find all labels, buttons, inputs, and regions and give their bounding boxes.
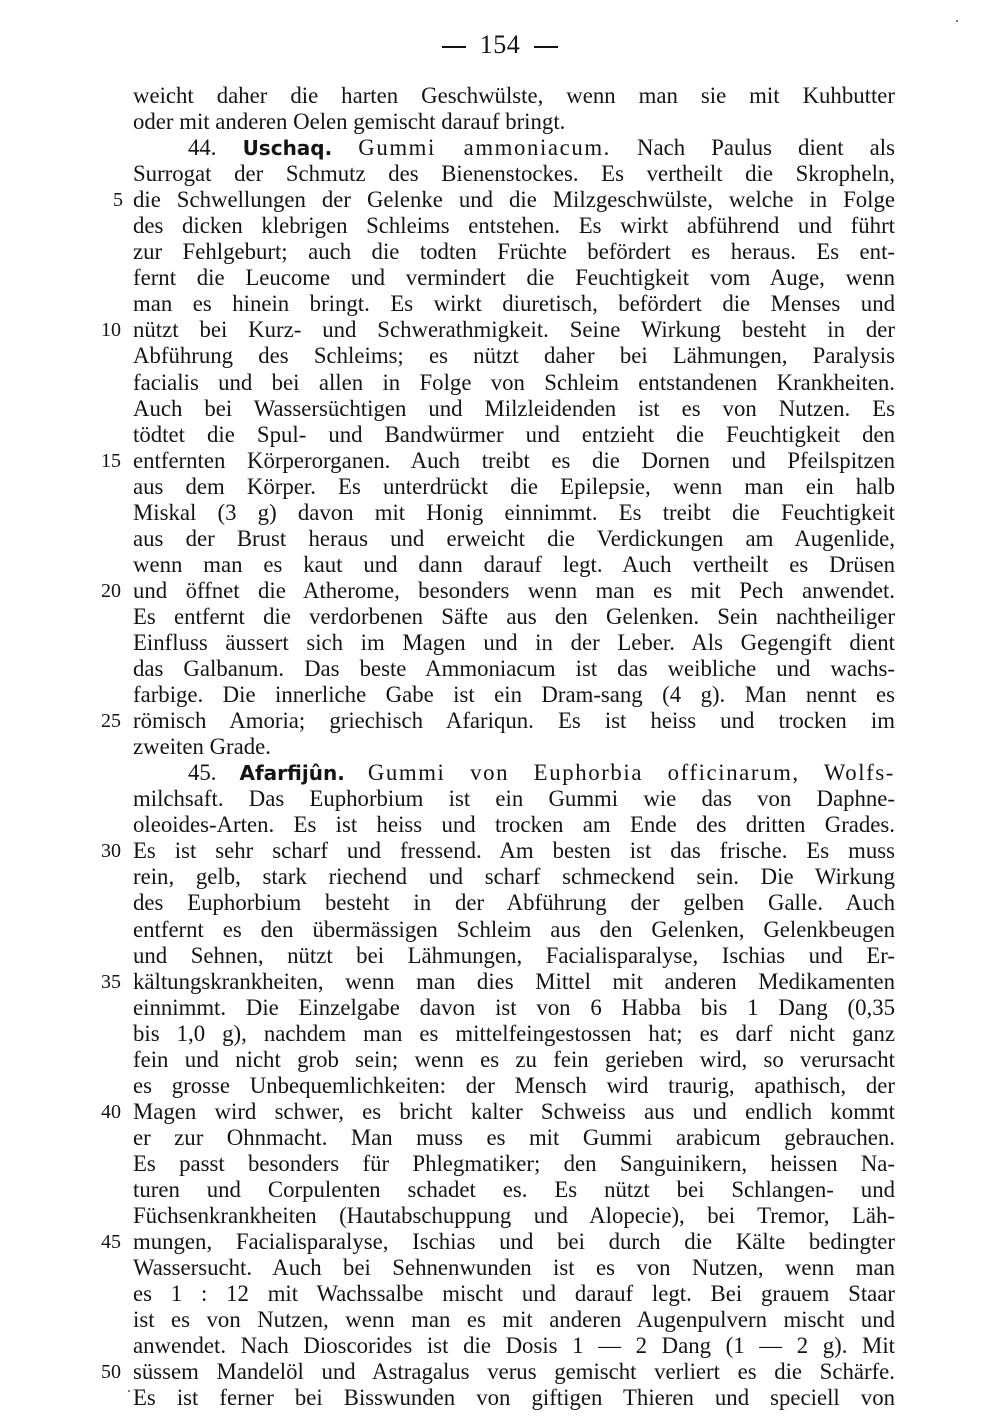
text-line	[133, 1073, 895, 1099]
text-line-content: es 1 : 12 mit Wachssalbe mischt und darauf legt. Bei grauem Staar	[133, 1281, 895, 1307]
text-line-content: und Sehnen, nützt bei Lähmungen, Facialisparalyse, Ischias und Er-	[133, 942, 895, 968]
text-line	[133, 500, 895, 526]
line-number: 10	[101, 319, 121, 342]
text-line-content: Es ist sehr scharf und fressend. Am besten ist das frische. Es muss	[133, 838, 895, 864]
text-line-content: süssem Mandelöl und Astragalus verus gemischt verliert es die Schärfe.	[133, 1359, 895, 1385]
text-line-content: fernt die Leucome und vermindert die Feuchtigkeit vom Auge, wenn	[133, 265, 895, 291]
text-line	[101, 838, 895, 864]
text-line	[133, 1385, 895, 1411]
text-line-content: römisch Amoria; griechisch Afariqun. Es ist heiss und trocken im	[133, 708, 895, 734]
text-line	[133, 83, 895, 109]
text-line	[133, 239, 895, 265]
text-line-content: oder mit anderen Oelen gemischt darauf bringt.	[133, 109, 566, 135]
text-line	[113, 187, 895, 213]
page-number-value: 154	[479, 30, 521, 59]
text-line-content: einnimmt. Die Einzelgabe davon ist von 6 Habba bis 1 Dang (0,35	[133, 994, 895, 1020]
entry-space	[332, 135, 358, 160]
entry-number: 45.	[188, 760, 240, 786]
text-line-content: zur Fehlgeburt; auch die todten Früchte befördert es heraus. Es ent-	[133, 239, 895, 265]
text-line-content: Surrogat der Schmutz des Bienenstockes. Es vertheilt die Skropheln,	[133, 161, 895, 187]
text-line	[133, 604, 895, 630]
line-number: 15	[101, 449, 121, 472]
entry-continuation: Nach Paulus dient als	[610, 135, 896, 161]
text-line-content: wenn man es kaut und dann darauf legt. Auch vertheilt es Drüsen	[133, 551, 895, 577]
text-line	[133, 474, 895, 500]
text-line-content: anwendet. Nach Dioscorides ist die Dosis 1 — 2 Dang (1 — 2 g). Mit	[133, 1333, 895, 1359]
entry-headword: Afarfijûn.	[239, 761, 345, 786]
text-line-content: das Galbanum. Das beste Ammoniacum ist das weibliche und wachs-	[133, 656, 895, 682]
scan-speck	[128, 1390, 130, 1392]
text-line	[133, 1307, 895, 1333]
text-line-content: es grosse Unbequemlichkeiten: der Mensch wird traurig, apathisch, der	[133, 1072, 895, 1098]
text-line	[133, 1177, 895, 1203]
text-line-content: ist es von Nutzen, wenn man es mit anderen Augenpulvern mischt und	[133, 1307, 895, 1333]
text-line	[133, 1203, 895, 1229]
text-line	[133, 213, 895, 239]
text-line	[133, 943, 895, 969]
text-line	[133, 396, 895, 422]
line-number: 25	[101, 710, 121, 733]
text-line-content	[133, 135, 895, 161]
text-line	[101, 1098, 895, 1125]
text-line	[133, 656, 895, 682]
text-line-content	[133, 760, 895, 786]
text-line	[133, 682, 895, 708]
text-line-content: Es passt besonders für Phlegmatiker; den Sanguinikern, heissen Na-	[133, 1150, 895, 1176]
text-line	[101, 968, 895, 995]
text-line-content: nützt bei Kurz- und Schwerathmigkeit. Seine Wirkung besteht in der	[133, 317, 895, 343]
text-line	[133, 1281, 895, 1307]
text-line-content: Es entfernt die verdorbenen Säfte aus den Gelenken. Sein nachtheiliger	[133, 603, 895, 629]
text-line	[133, 135, 895, 161]
text-line	[133, 370, 895, 396]
page-number-dash-right	[534, 46, 558, 48]
text-line-content: tödtet die Spul- und Bandwürmer und entzieht die Feuchtigkeit den	[133, 421, 895, 447]
line-number: 50	[101, 1361, 121, 1384]
entry-number: 44.	[188, 135, 243, 161]
text-line-content: milchsaft. Das Euphorbium ist ein Gummi wie das von Daphne-	[133, 786, 895, 812]
text-line	[133, 265, 895, 291]
text-line	[133, 1255, 895, 1281]
text-line-content: zweiten Grade.	[133, 734, 271, 760]
text-line-content: er zur Ohnmacht. Man muss es mit Gummi arabicum gebrauchen.	[133, 1124, 895, 1150]
text-line-content: Einfluss äussert sich im Magen und in der Leber. Als Gegengift dient	[133, 629, 895, 655]
text-line	[133, 864, 895, 890]
text-line	[133, 995, 895, 1021]
text-line-content: Es ist ferner bei Bisswunden von giftigen Thieren und speciell von	[133, 1385, 895, 1411]
text-line	[101, 577, 895, 604]
text-line-content: man es hinein bringt. Es wirkt diuretisch, befördert die Menses und	[133, 291, 895, 317]
text-line-content: entfernt es den übermässigen Schleim aus den Gelenken, Gelenkbeugen	[133, 916, 895, 942]
text-line	[133, 890, 895, 916]
text-line	[133, 734, 895, 760]
line-number: 35	[101, 970, 121, 993]
entry-space	[345, 760, 368, 785]
text-line	[133, 109, 895, 135]
text-line-content: Wassersucht. Auch bei Sehnenwunden ist es von Nutzen, wenn man	[133, 1255, 895, 1281]
text-line-content: entfernten Körperorganen. Auch treibt es die Dornen und Pfeilspitzen	[133, 447, 895, 473]
line-number: 40	[101, 1100, 121, 1123]
text-line	[133, 917, 895, 943]
text-line	[133, 291, 895, 317]
text-line	[101, 317, 895, 343]
text-line-content: facialis und bei allen in Folge von Schleim entstandenen Krankheiten.	[133, 369, 895, 395]
text-line-content: weicht daher die harten Geschwülste, wenn man sie mit Kuhbutter	[133, 83, 895, 108]
text-line-content: Füchsenkrankheiten (Hautabschuppung und Alopecie), bei Tremor, Läh-	[133, 1203, 895, 1229]
text-line-content: oleoides-Arten. Es ist heiss und trocken am Ende des dritten Grades.	[133, 812, 895, 838]
text-line-content: des dicken klebrigen Schleims entstehen. Es wirkt abführend und führt	[133, 213, 895, 239]
text-line	[133, 422, 895, 448]
page-number-dash-left	[442, 46, 466, 48]
text-line	[133, 1333, 895, 1359]
text-line-content: farbige. Die innerliche Gabe ist ein Dram-sang (4 g). Man nennt es	[133, 682, 895, 708]
entry-latin-name: Gummi ammoniacum.	[358, 135, 611, 161]
text-line	[101, 1229, 895, 1255]
text-line	[133, 1047, 895, 1073]
page-number	[0, 30, 1000, 60]
text-line-content: Abführung des Schleims; es nützt daher bei Lähmungen, Paralysis	[133, 343, 895, 369]
text-line	[101, 708, 895, 734]
line-number: 5	[113, 189, 123, 212]
line-number: 20	[101, 579, 121, 602]
text-line	[133, 630, 895, 656]
text-line-content: rein, gelb, stark riechend und scharf schmeckend sein. Die Wirkung	[133, 864, 895, 890]
entry-latin-name: Gummi von Euphorbia officinarum, Wolfs-	[367, 760, 895, 786]
text-line	[133, 161, 895, 187]
text-line	[133, 526, 895, 552]
text-line	[133, 343, 895, 369]
entry-headword: Uschaq.	[242, 136, 333, 161]
text-line	[101, 447, 895, 474]
text-line-content: aus dem Körper. Es unterdrückt die Epilepsie, wenn man ein halb	[133, 473, 895, 499]
text-line-content: fein und nicht grob sein; wenn es zu fein gerieben wird, so verursacht	[133, 1046, 895, 1072]
text-line-content: Miskal (3 g) davon mit Honig einnimmt. Es treibt die Feuchtigkeit	[133, 499, 895, 525]
text-line-content: des Euphorbium besteht in der Abführung der gelben Galle. Auch	[133, 890, 895, 916]
body-text	[101, 83, 896, 1411]
text-line	[133, 1125, 895, 1151]
text-line-content: bis 1,0 g), nachdem man es mittelfeingestossen hat; es darf nicht ganz	[133, 1020, 895, 1046]
text-line	[133, 786, 895, 812]
text-line-content: kältungskrankheiten, wenn man dies Mittel mit anderen Medikamenten	[133, 968, 895, 994]
text-line-content: turen und Corpulenten schadet es. Es nützt bei Schlangen- und	[133, 1176, 895, 1202]
scan-speck	[956, 20, 958, 22]
text-line-content: Magen wird schwer, es bricht kalter Schweiss aus und endlich kommt	[133, 1098, 895, 1124]
text-line-content: und öffnet die Atherome, besonders wenn man es mit Pech anwendet.	[133, 577, 895, 603]
text-line-content: mungen, Facialisparalyse, Ischias und bei durch die Kälte bedingter	[133, 1229, 895, 1255]
text-line-content: aus der Brust heraus und erweicht die Verdickungen am Augenlide,	[133, 525, 895, 551]
text-line	[133, 552, 895, 578]
text-line	[101, 1359, 895, 1385]
text-line	[133, 1151, 895, 1177]
text-line	[133, 760, 895, 786]
text-line-content: die Schwellungen der Gelenke und die Milzgeschwülste, welche in Folge	[133, 187, 895, 213]
text-line	[133, 1021, 895, 1047]
line-number: 30	[101, 840, 121, 863]
text-line-content: Auch bei Wassersüchtigen und Milzleidenden ist es von Nutzen. Es	[133, 395, 895, 421]
text-line	[133, 812, 895, 838]
line-number: 45	[101, 1231, 121, 1254]
